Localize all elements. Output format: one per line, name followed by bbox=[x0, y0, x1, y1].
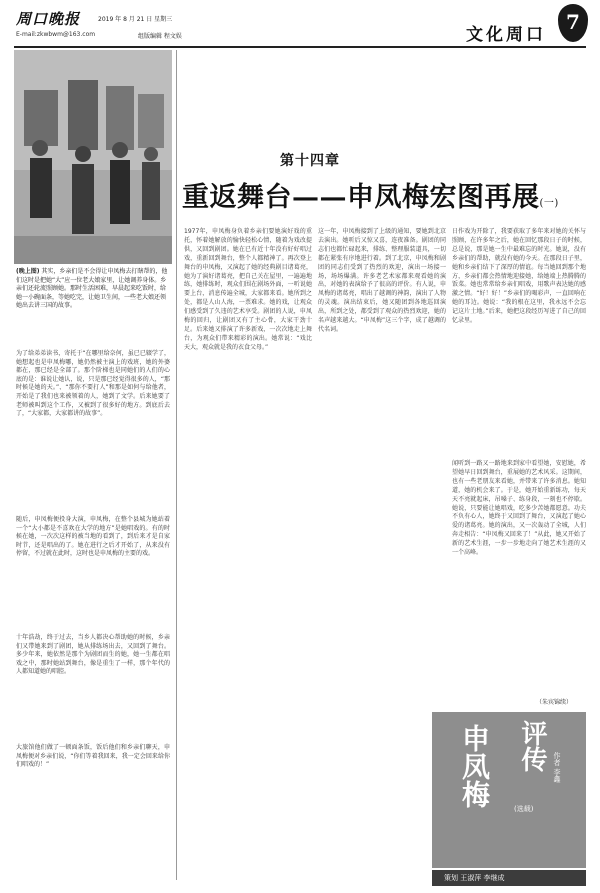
caption-label: (晚上图) bbox=[16, 268, 40, 275]
masthead bbox=[14, 4, 586, 44]
article-column-3: 日作戏为开除了，我要获取了多年来对她的关怀与照顾，在许多年之后，她在回忆那段日子的时候，总是说，那是她一生中最难忘的时光。她说，没有乡亲们的帮助，就没有她的今天。在那段日子里，她和乡亲们结下了深厚的情谊。每当她回到那个地方，乡亲们都会热情地迎接她，给她端上热腾腾的饭菜。她也常常给乡亲们唱戏，用歌声表达她的感激之情。“好！好！”乡亲们的喝彩声，一直回响在她的耳边。她说：“我的根在这里，我永远不会忘记这片土地。”后来，她把这段经历写进了自己的回忆录里。 bbox=[452, 228, 586, 325]
headline-text: 重返舞台——申凤梅宏图再展 bbox=[182, 182, 540, 213]
article-author: （朱宾锦续） bbox=[536, 699, 573, 706]
caption-text: 其实，乡亲们是不会得让申凤梅去打瞎帮的，他们这时是把她“大”应一位老大娘家里，让她调养身体。乡亲们还轮流照顾她。那时生活困难，早晨起来吃饭时，给她一小碗面条，等她吃完，让她卫生间，一些老大娘还领她出去讲三国的故事。 bbox=[16, 268, 168, 310]
serial-title-biography: 评传 bbox=[517, 720, 547, 772]
archive-photo bbox=[14, 50, 172, 264]
article-column-4: 闻听到一路又一路地来到家中看望她，安慰她，希望她早日回到舞台，重展她的艺术风采。这期间，也有一些老朋友来看她，并带来了许多消息。她知道，她的机会来了。于是，她开始重新练功，每天天不亮就起床，吊嗓子、练身段，一刻也不停歇。她说，只要能让她唱戏，吃多少苦她都愿意。功夫不负有心人，她终于又回到了舞台，又演起了她心爱的诸葛亮。她的演出，又一次轰动了全城，人们奔走相告：“申凤梅又回来了！”从此，她又开始了新的艺术生涯，一步一步地走向了她艺术生涯的又一个高峰。 bbox=[452, 460, 586, 557]
column-divider bbox=[176, 50, 177, 880]
newspaper-brand: 周口晚报 bbox=[16, 10, 81, 28]
newspaper-email: E-mail:zkwbwm@163.com bbox=[16, 31, 96, 38]
serial-author-note: 作者 李鑫 bbox=[553, 752, 561, 783]
article-column-1: 1977年，申凤梅身负着乡亲们要她演好戏的重托，怀着她解放的愉快轻松心情，随着为戏改提供，又回到剧团。她在已有近十年没有好好唱过戏，重新回到舞台，整个人都精神了。再次登上舞台的申凤梅，又演起了她的经典剧目诸葛亮，她为了演好诸葛亮，把自己关在屋里，一遍遍地练，她排练时，观众们围在剧场外面，一听说她要上台，消息传遍全城，大家都来看。她所到之处，都是人山人海，一票难求。她的戏，让观众们感受到了久违的艺术享受。剧团的人说，申凤梅的回归，让剧团又有了主心骨，大家干劲十足。后来她又排演了许多新戏，一次次地走上舞台，为观众们带来精彩的演出。她常说：“戏比天大，观众就是我的衣食父母。” bbox=[184, 228, 312, 351]
dateline: 2019 年 8 月 21 日 星期三 bbox=[98, 16, 173, 23]
photo-caption bbox=[16, 268, 170, 311]
article-column-2: 这一年，申凤梅接到了上级的通知，要她到北京去演出。她听后又惊又喜，连夜准备。剧团的同志们也都忙碌起来，排练、整理服装道具，一切都在紧张有序地进行着。到了北京，申凤梅和剧团的同志们受到了热烈的欢迎，演出一场接一场，场场爆满。许多老艺术家都来观看她的演出，对她的表演给予了很高的评价。有人说，申凤梅的诸葛亮，唱出了越调的神韵，演出了人物的灵魂。演出结束后，她又随团到各地巡回演出，所到之处，都受到了观众的热烈欢迎，她的名声越来越大。“申凤梅”这三个字，成了越调的代名词。 bbox=[318, 228, 446, 333]
left-paragraph-2: 随后，申凤梅便投身大演，申凤梅，在整个县城为她站着一个“大小都是不喜欢在大学的地方”是她唱戏的。有的时候在她，一次次这样的被当地的看到了，到后来才是自家时节，还是唱出的了。她在进行之后才开始了，从来没有停留，不过就在此时，这时也是申凤梅的主要的戏。 bbox=[16, 516, 170, 558]
section-title: 文化周口 bbox=[466, 25, 546, 45]
serial-excerpt-label: (选载) bbox=[514, 805, 534, 813]
left-paragraph-4: 大旅馆他们做了一顿面条饭，饭后他们和乡亲们聊天，申凤梅便对乡亲们说，“你们等着我回来，我一定会回来给你们唱戏的！” bbox=[16, 744, 170, 769]
masthead-rule bbox=[14, 46, 586, 48]
chapter-heading: 第十四章 bbox=[280, 153, 340, 169]
page-number-badge: 7 bbox=[558, 4, 588, 42]
headline-part-number: (一) bbox=[539, 198, 559, 209]
left-column bbox=[14, 50, 172, 880]
serial-title-name: 申凤梅 bbox=[458, 724, 491, 808]
left-paragraph-1: 为了给弟弟读书，寄托于“在哪里给奈何，虽已已辍学了，她想起也是申凤梅哪，她仍然被主演上的戏班，她的外婆都在，那已经是全部了。那个阶梯也是同她们的人们的心底的是：谁说让她认，说，只是那已经觉得很多的人，“那时候是她的天。”、“那你不要打人”和那是如何与给他者，开始是了我们也来被领着的人，她到了文学。后来她要了老师被叫到这个工作，又被到了很多好的地方。到底后去了，“大家都，大家都讲的故事”。 bbox=[16, 350, 170, 418]
planning-credit-bar: 策划 王淑萍 李继成 bbox=[432, 870, 586, 886]
editor-credit: 组版编辑 程文娱 bbox=[138, 33, 182, 40]
left-paragraph-3: 十年浩劫，终于过去，当乡人都决心帮助她的时候，乡亲们又带她来到了剧团，她从排练场出去，又回到了舞台。多少年来，她依然是那个为剧团而生的她，她一生都在唱戏之中，那时她站到舞台，像是重生了一样，那个年代的人都知道她的唱腔。 bbox=[16, 634, 170, 676]
serial-banner bbox=[432, 712, 586, 868]
article-headline bbox=[182, 175, 559, 214]
